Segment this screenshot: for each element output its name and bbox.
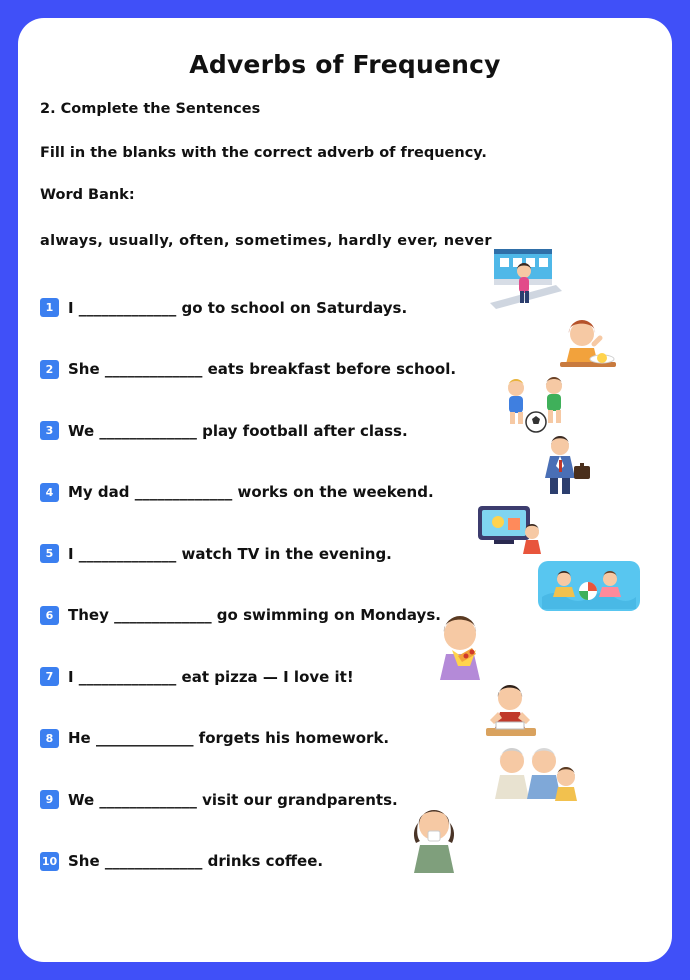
sentence-text[interactable]: She _____________ eats breakfast before school. xyxy=(68,360,457,379)
word-bank-words: always, usually, often, sometimes, hardly ever, never xyxy=(40,233,492,249)
list-item xyxy=(18,339,672,401)
sentence-text[interactable]: We _____________ visit our grandparents. xyxy=(68,790,398,809)
sentence-text[interactable]: She _____________ drinks coffee. xyxy=(68,852,324,871)
sentence-text[interactable]: They _____________ go swimming on Mondays. xyxy=(68,606,441,625)
list-item xyxy=(18,400,672,462)
item-number-badge: 10 xyxy=(40,852,59,871)
item-number-badge: 7 xyxy=(40,667,59,686)
worksheet-page xyxy=(18,18,672,962)
list-item xyxy=(18,585,672,647)
section-heading: 2. Complete the Sentences xyxy=(40,101,261,117)
sentence-text[interactable]: He _____________ forgets his homework. xyxy=(68,729,390,748)
girl-at-school-icon xyxy=(486,243,566,313)
item-number-badge: 1 xyxy=(40,298,59,317)
sentence-list xyxy=(18,277,672,892)
list-item xyxy=(18,277,672,339)
sentence-text[interactable]: I _____________ go to school on Saturdays. xyxy=(68,298,408,317)
item-number-badge: 3 xyxy=(40,421,59,440)
item-number-badge: 8 xyxy=(40,729,59,748)
item-number-badge: 4 xyxy=(40,483,59,502)
list-item xyxy=(18,769,672,831)
item-number-badge: 5 xyxy=(40,544,59,563)
list-item xyxy=(18,831,672,893)
list-item xyxy=(18,462,672,524)
item-number-badge: 2 xyxy=(40,360,59,379)
instruction-text: Fill in the blanks with the correct adverb of frequency. xyxy=(40,145,487,161)
item-number-badge: 6 xyxy=(40,606,59,625)
list-item xyxy=(18,708,672,770)
list-item xyxy=(18,523,672,585)
sentence-text[interactable]: I _____________ watch TV in the evening. xyxy=(68,544,392,563)
list-item xyxy=(18,646,672,708)
sentence-text[interactable]: I _____________ eat pizza — I love it! xyxy=(68,667,354,686)
sentence-text[interactable]: We _____________ play football after class. xyxy=(68,421,408,440)
sentence-text[interactable]: My dad _____________ works on the weekend. xyxy=(68,483,434,502)
word-bank-label: Word Bank: xyxy=(40,187,135,203)
page-title: Adverbs of Frequency xyxy=(189,50,501,79)
item-number-badge: 9 xyxy=(40,790,59,809)
